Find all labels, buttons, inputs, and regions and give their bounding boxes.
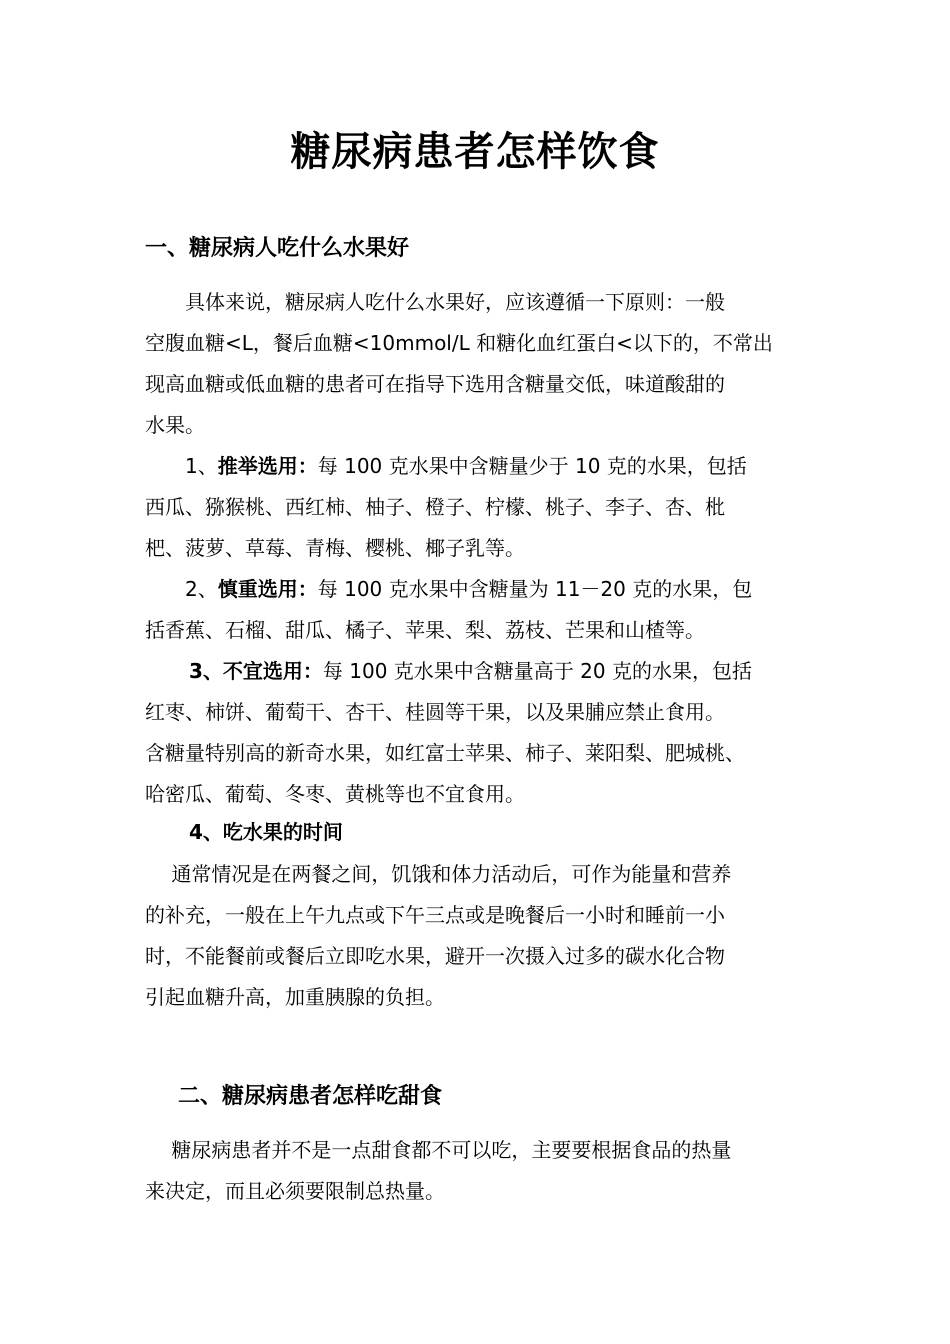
section2-heading: 二、糖尿病患者怎样吃甜食	[178, 1084, 443, 1109]
item3-line: 含糖量特别高的新奇水果，如红富士苹果、柿子、莱阳梨、肥城桃、	[145, 741, 745, 765]
section2-paragraph	[145, 1130, 825, 1212]
item4-line: 通常情况是在两餐之间，饥饿和体力活动后，可作为能量和营养	[145, 862, 732, 886]
item1-label: 推举选用：	[217, 454, 318, 478]
item2-prefix: 2、	[145, 577, 218, 601]
intro-line: 水果。	[145, 413, 205, 437]
item3-line: 哈密瓜、葡萄、冬枣、黄桃等也不宜食用。	[145, 782, 525, 806]
item4-line: 的补充，一般在上午九点或下午三点或是晚餐后一小时和睡前一小	[145, 903, 725, 927]
section2-line: 来决定，而且必须要限制总热量。	[145, 1179, 445, 1203]
item1-first-line: 每 100 克水果中含糖量少于 10 克的水果，包括	[317, 454, 747, 478]
page-title: 糖尿病患者怎样饮食	[290, 129, 660, 175]
item3-line: 红枣、柿饼、葡萄干、杏干、桂圆等干果，以及果脯应禁止食用。	[145, 700, 725, 724]
item1-paragraph	[145, 446, 825, 569]
item3-paragraph	[145, 651, 825, 815]
item4-heading: 4、吃水果的时间	[189, 820, 343, 844]
item2-first-line: 每 100 克水果中含糖量为 11－20 克的水果，包	[317, 577, 753, 601]
item3-first-line: 每 100 克水果中含糖量高于 20 克的水果，包括	[322, 659, 752, 683]
intro-line: 现高血糖或低血糖的患者可在指导下选用含糖量交低，味道酸甜的	[145, 372, 725, 396]
item1-line: 杷、菠萝、草莓、青梅、樱桃、椰子乳等。	[145, 536, 525, 560]
intro-line: 空腹血糖<L，餐后血糖<10mmol/L 和糖化血红蛋白<以下的，不常出	[145, 331, 773, 355]
item2-label: 慎重选用：	[217, 577, 318, 601]
section2-line: 糖尿病患者并不是一点甜食都不可以吃，主要要根据食品的热量	[145, 1138, 732, 1162]
item4-paragraph	[145, 854, 825, 1018]
item1-line: 西瓜、猕猴桃、西红柿、柚子、橙子、柠檬、桃子、李子、杏、枇	[145, 495, 725, 519]
item1-prefix: 1、	[145, 454, 218, 478]
item2-paragraph	[145, 569, 825, 651]
intro-line: 具体来说，糖尿病人吃什么水果好，应该遵循一下原则：一般	[145, 290, 725, 314]
item2-line: 括香蕉、石榴、甜瓜、橘子、苹果、梨、荔枝、芒果和山楂等。	[145, 618, 705, 642]
item4-line: 引起血糖升高，加重胰腺的负担。	[145, 985, 445, 1009]
section1-heading: 一、糖尿病人吃什么水果好	[145, 236, 410, 261]
item4-line: 时，不能餐前或餐后立即吃水果，避开一次摄入过多的碳水化合物	[145, 944, 725, 968]
item3-label: 3、不宜选用：	[189, 659, 323, 683]
section1-intro	[145, 282, 825, 446]
